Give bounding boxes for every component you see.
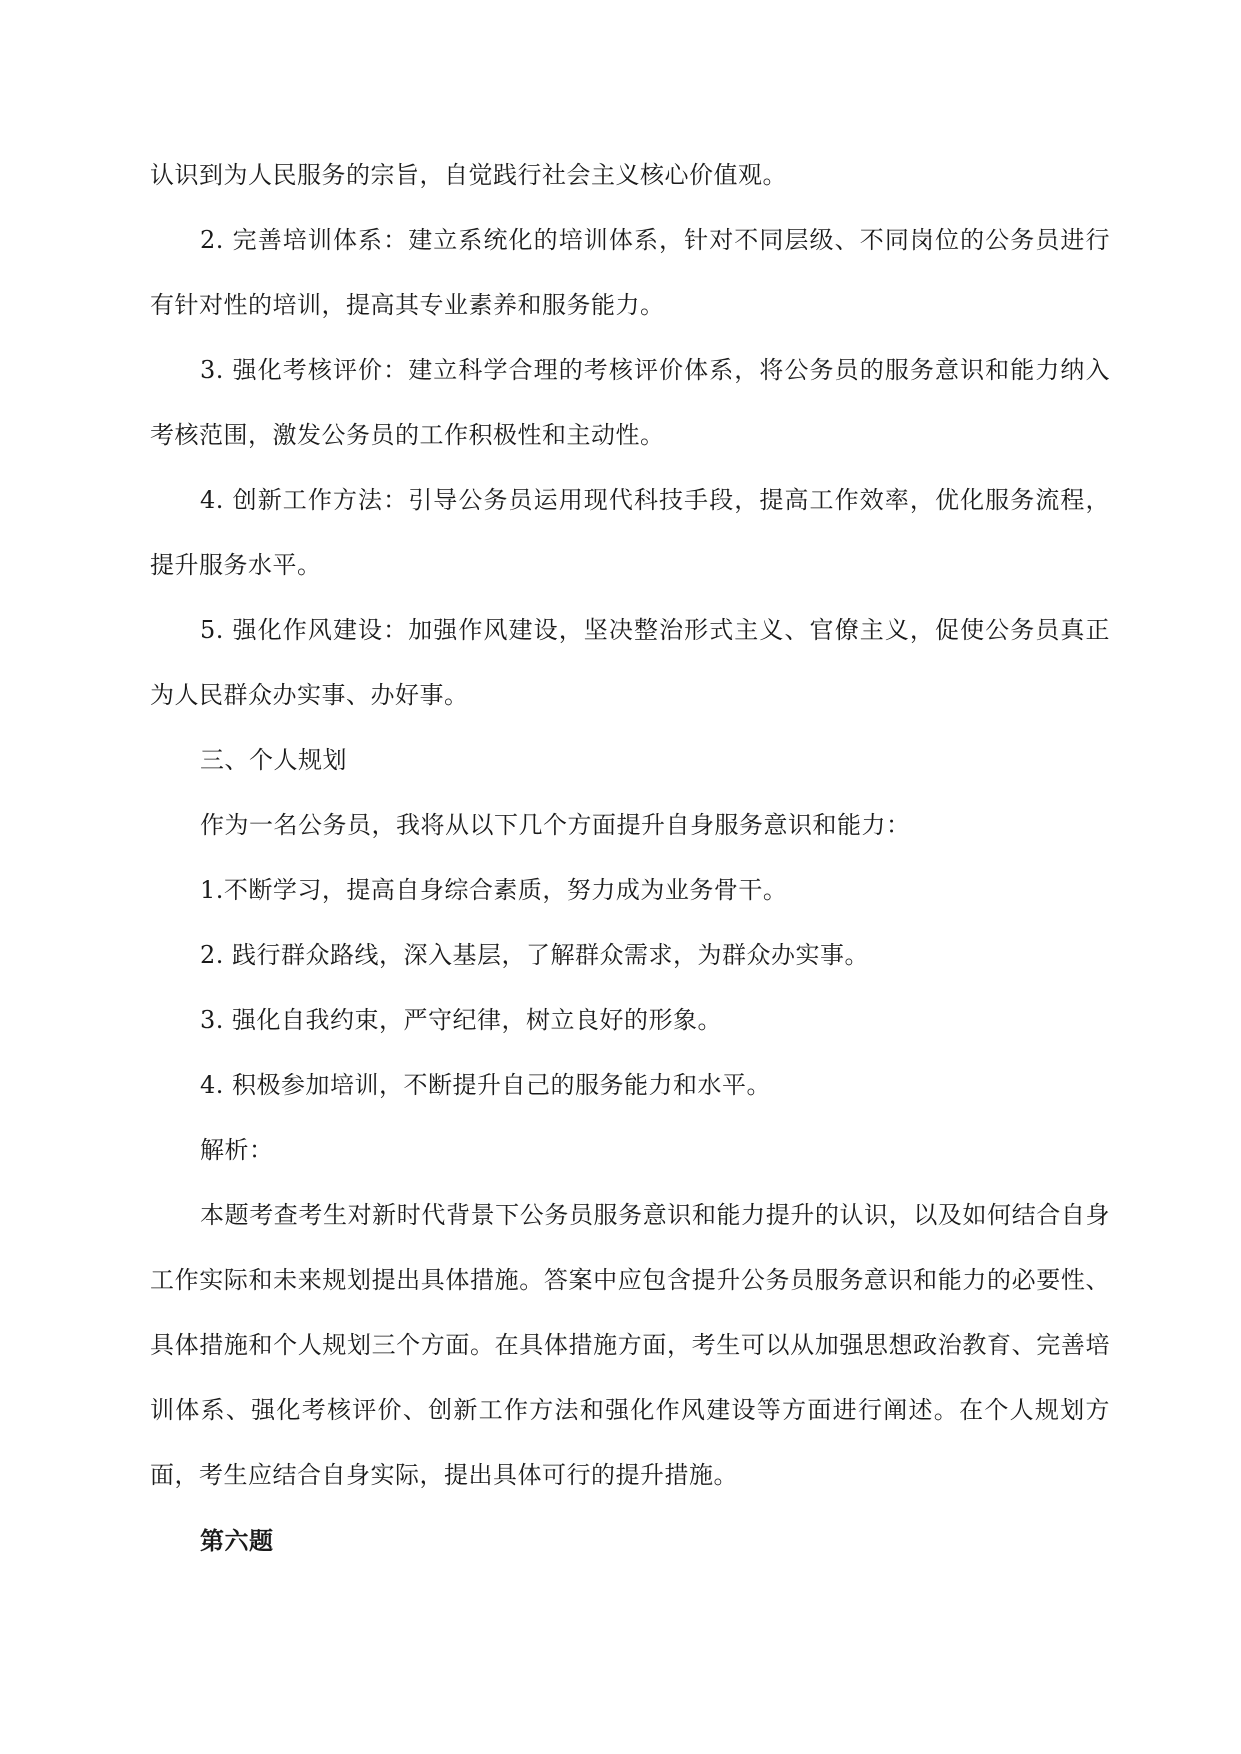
- section-heading-personal-plan: 三、个人规划: [200, 746, 347, 774]
- paragraph-measure-4: 4. 创新工作方法：引导公务员运用现代科技手段，提高工作效率，优化服务流程，提升服务水平。: [150, 486, 1110, 579]
- plan-item-3: 3. 强化自我约束，严守纪律，树立良好的形象。: [200, 1006, 723, 1034]
- paragraph-continuation: 认识到为人民服务的宗旨，自觉践行社会主义核心价值观。: [150, 161, 787, 189]
- document-page: [150, 143, 1110, 1573]
- analysis-label: 解析：: [200, 1136, 274, 1164]
- plan-item-2: 2. 践行群众路线，深入基层，了解群众需求，为群众办实事。: [200, 941, 870, 969]
- plan-item-4: 4. 积极参加培训，不断提升自己的服务能力和水平。: [200, 1071, 772, 1099]
- analysis-paragraph: 本题考查考生对新时代背景下公务员服务意识和能力提升的认识，以及如何结合自身工作实际和未来规划提出具体措施。答案中应包含提升公务员服务意识和能力的必要性、具体措施和个人规划三个方面。在具体措施方面，考生可以从加强思想政治教育、完善培训体系、强化考核评价、创新工作方法和强化作风建设等方面进行阐述。在个人规划方面，考生应结合自身实际，提出具体可行的提升措施。: [150, 1201, 1110, 1489]
- paragraph-plan-intro: 作为一名公务员，我将从以下几个方面提升自身服务意识和能力：: [200, 811, 911, 839]
- paragraph-measure-5: 5. 强化作风建设：加强作风建设，坚决整治形式主义、官僚主义，促使公务员真正为人民群众办实事、办好事。: [150, 616, 1110, 709]
- paragraph-measure-3: 3. 强化考核评价：建立科学合理的考核评价体系，将公务员的服务意识和能力纳入考核范围，激发公务员的工作积极性和主动性。: [150, 356, 1110, 449]
- plan-item-1: 1.不断学习，提高自身综合素质，努力成为业务骨干。: [200, 876, 788, 904]
- paragraph-measure-2: 2. 完善培训体系：建立系统化的培训体系，针对不同层级、不同岗位的公务员进行有针对性的培训，提高其专业素养和服务能力。: [150, 226, 1110, 319]
- question-six-heading: 第六题: [200, 1526, 274, 1555]
